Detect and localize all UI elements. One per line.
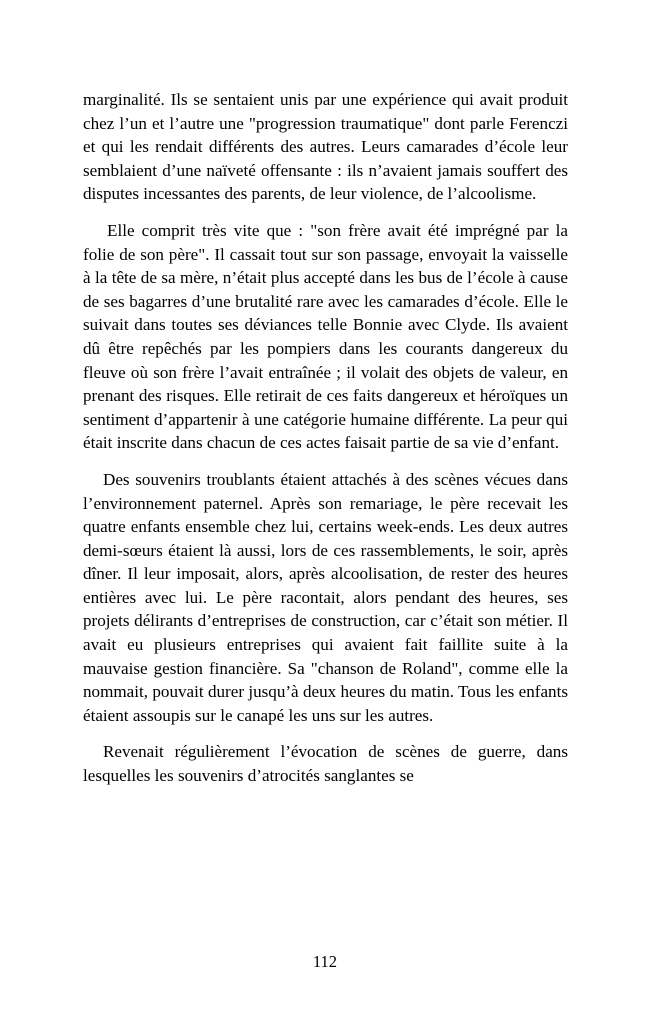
paragraph-1: marginalité. Ils se sentaient unis par une expérience qui avait produit chez l’un et l’autre une "progression traumatique" dont parle Ferenczi et qui les rendait différents des autres. Leurs camarades d’école leur semblaient d’une naïveté offensante : ils n’avaient jamais souffert des disputes incessantes des parents, de leur violence, de l’alcoolisme.: [83, 90, 568, 204]
body-text-column: [83, 88, 568, 788]
paragraph-2: Elle comprit très vite que : "son frère avait été imprégné par la folie de son père". Il cassait tout sur son passage, envoyait la vaisselle à la tête de sa mère, n’était plus accepté dans les bus de l’école à cause de ses bagarres d’une brutalité rare avec les camarades d’école. Elle le suivait dans toutes ses déviances telle Bonnie avec Clyde. Ils avaient dû être repêchés par les pompiers dans les courants dangereux du fleuve où son frère l’avait entraînée ; il volait des objets de valeur, en prenant des risques. Elle retirait de ces faits dangereux et héroïques un sentiment d’appartenir à une catégorie humaine différente. La peur qui était inscrite dans chacun de ces actes faisait partie de sa vie d’enfant.: [83, 220, 568, 453]
page-number: 112: [312, 952, 338, 971]
paragraph-3: Des souvenirs troublants étaient attachés à des scènes vécues dans l’environnement paternel. Après son remariage, le père recevait les quatre enfants ensemble chez lui, certains week-ends. Les deux autres demi-sœurs étaient là aussi, lors de ces rassemblements, le soir, après dîner. Il leur imposait, alors, après alcoolisation, de rester des heures entières avec lui. Le père racontait, alors pendant des heures, ses projets délirants d’entreprises de construction, car c’était son métier. Il avait eu plusieurs entreprises qui avaient fait faillite suite à la mauvaise gestion financière. Sa "chanson de Roland", comme elle la nommait, pouvait durer jusqu’à deux heures du matin. Tous les enfants étaient assoupis sur le canapé les uns sur les autres.: [83, 469, 568, 725]
paragraph-4: Revenait régulièrement l’évocation de scènes de guerre, dans lesquelles les souvenirs d’atrocités sanglantes se: [83, 742, 568, 786]
